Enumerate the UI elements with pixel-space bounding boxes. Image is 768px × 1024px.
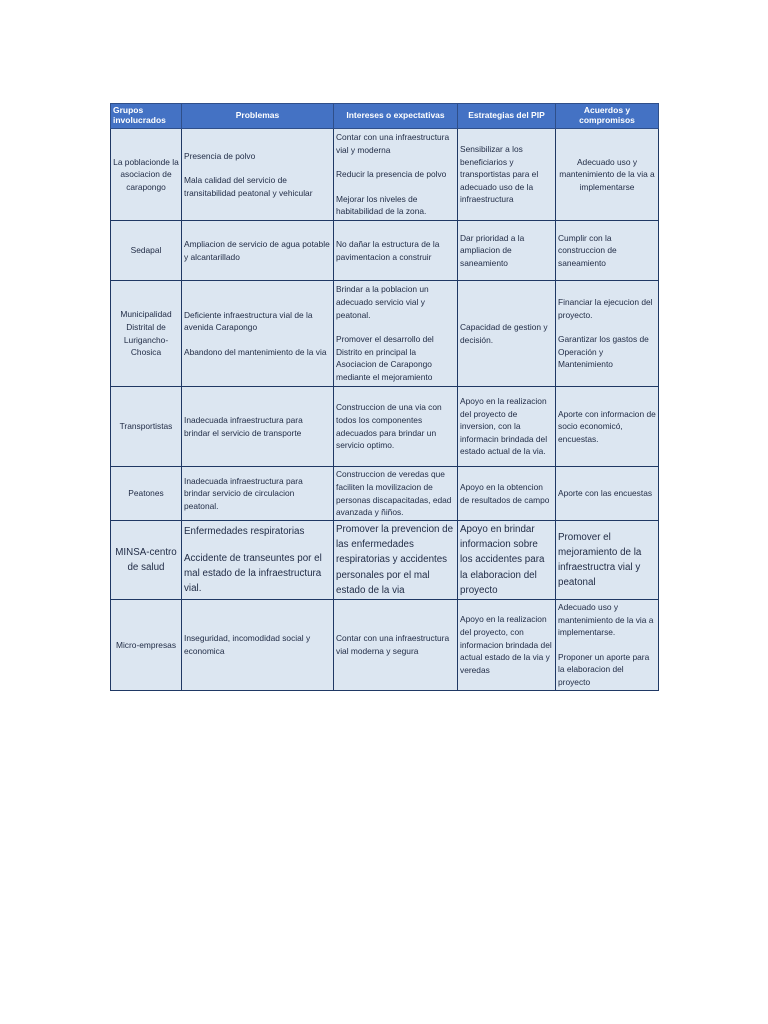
cell-acuerdos: [556, 129, 659, 221]
cell-grupo: [111, 467, 182, 521]
cell-text: Financiar la ejecucion del proyecto.: [558, 297, 653, 320]
cell-text: Mejorar los niveles de habitabilidad de la zona.: [336, 193, 427, 217]
cell-text: Inadecuada infraestructura para brindar servicio de circulacion peatonal.: [184, 475, 303, 511]
cell-acuerdos: [556, 281, 659, 387]
cell-problemas: [182, 281, 334, 387]
cell-estrategias: [458, 600, 556, 691]
cell-estrategias: [458, 129, 556, 221]
cell-intereses: [334, 467, 458, 521]
header-estrategias: Estrategias del PIP: [458, 104, 556, 129]
cell-text: La poblacionde la asociacion de carapongo: [113, 156, 179, 192]
table-row: [111, 129, 659, 221]
cell-text: Construccion de veredas que faciliten la movilizacion de personas discapacitadas, edad avanzada y ñiños.: [336, 469, 452, 518]
cell-text: Adecuado uso y mantenimiento de la via a implementarse: [559, 156, 655, 192]
table-row: [111, 467, 659, 521]
cell-grupo: [111, 221, 182, 281]
header-grupos: Grupos involucrados: [111, 104, 182, 129]
cell-text: Transportistas: [119, 421, 173, 432]
cell-acuerdos: [556, 521, 659, 600]
cell-text: Micro-empresas: [115, 639, 177, 650]
cell-text: Accidente de transeuntes por el mal estado de la infraestructura vial.: [184, 552, 322, 595]
table-row: [111, 521, 659, 600]
table-row: [111, 387, 659, 467]
cell-text: Sedapal: [130, 245, 162, 256]
cell-text: Contar con una infraestructura vial y moderna: [336, 132, 450, 155]
cell-estrategias: [458, 221, 556, 281]
cell-text: Garantizar los gastos de Operación y Mantenimiento: [558, 334, 649, 370]
cell-grupo: [111, 129, 182, 221]
cell-text: No dañar la estructura de la pavimentacion a construir: [336, 238, 440, 262]
cell-text: Peatones: [128, 488, 164, 499]
cell-acuerdos: [556, 221, 659, 281]
cell-problemas: [182, 467, 334, 521]
cell-text: Capacidad de gestion y decisión.: [460, 321, 548, 345]
cell-text: Apoyo en la obtencion de resultados de campo: [460, 481, 550, 505]
cell-problemas: [182, 387, 334, 467]
table-header-row: [111, 104, 659, 129]
cell-text: Promover el desarrollo del Distrito en principal la Asociacion de Carapongo mediante el mejoramiento: [336, 334, 434, 382]
cell-grupo: [111, 281, 182, 387]
table-row: [111, 600, 659, 691]
cell-text: Apoyo en brindar informacion sobre los accidentes para la elaboracion del proyecto: [460, 524, 545, 596]
cell-text: Deficiente infraestructura vial de la avenida Carapongo: [184, 309, 313, 333]
table-row: [111, 281, 659, 387]
cell-problemas: [182, 129, 334, 221]
cell-grupo: [111, 387, 182, 467]
cell-text: Apoyo en la realizacion del proyecto, con informacion brindada del actual estado de la via y veredas: [460, 614, 552, 675]
cell-text: Sensibilizar a los beneficiarios y transportistas para el adecuado uso de la infraestructura: [460, 144, 539, 205]
cell-grupo: [111, 521, 182, 600]
cell-estrategias: [458, 467, 556, 521]
cell-problemas: [182, 221, 334, 281]
cell-text: Adecuado uso y mantenimiento de la via a implementarse.: [558, 602, 654, 638]
cell-text: Contar con una infraestructura vial moderna y segura: [336, 633, 450, 656]
cell-text: Ampliacion de servicio de agua potable y alcantarillado: [184, 238, 330, 262]
cell-text: Proponer un aporte para la elaboracion del proyecto: [558, 651, 650, 687]
cell-problemas: [182, 521, 334, 600]
cell-text: MINSA-centro de salud: [115, 546, 177, 573]
cell-text: Reducir la presencia de polvo: [336, 169, 447, 180]
cell-problemas: [182, 600, 334, 691]
cell-text: Apoyo en la realizacion del proyecto de inversion, con la informacin brindada del estado actual de la via.: [460, 396, 548, 457]
cell-text: Aporte con informacion de socio economicó, encuestas.: [558, 408, 656, 444]
cell-text: Construccion de una via con todos los componentes adecuados para brindar un servicio optimo.: [336, 402, 442, 451]
cell-text: Municipalidad Distrital de Lurigancho-Chosica: [120, 309, 172, 358]
cell-text: Dar prioridad a la ampliacion de saneamiento: [460, 232, 525, 268]
table-row: [111, 221, 659, 281]
cell-text: Inadecuada infraestructura para brindar el servicio de transporte: [184, 414, 303, 438]
cell-text: Cumplir con la construccion de saneamiento: [558, 232, 617, 268]
header-intereses: Intereses o expectativas: [334, 104, 458, 129]
cell-estrategias: [458, 387, 556, 467]
cell-text: Inseguridad, incomodidad social y economica: [184, 633, 311, 656]
cell-text: Brindar a la poblacion un adecuado servicio vial y peatonal.: [336, 284, 429, 320]
cell-text: Presencia de polvo: [184, 150, 256, 161]
cell-intereses: [334, 221, 458, 281]
cell-grupo: [111, 600, 182, 691]
stakeholder-matrix-table: [110, 103, 659, 691]
cell-acuerdos: [556, 600, 659, 691]
cell-acuerdos: [556, 387, 659, 467]
cell-estrategias: [458, 521, 556, 600]
cell-intereses: [334, 600, 458, 691]
cell-intereses: [334, 521, 458, 600]
cell-text: Abandono del mantenimiento de la via: [184, 346, 327, 357]
cell-text: Promover el mejoramiento de la infraestructra vial y peatonal: [558, 531, 642, 589]
header-acuerdos: Acuerdos y compromisos: [556, 104, 659, 129]
cell-intereses: [334, 129, 458, 221]
cell-intereses: [334, 387, 458, 467]
header-problemas: Problemas: [182, 104, 334, 129]
cell-intereses: [334, 281, 458, 387]
cell-text: Mala calidad del servicio de transitabilidad peatonal y vehicular: [184, 175, 313, 198]
cell-text: Aporte con las encuestas: [558, 488, 653, 499]
cell-acuerdos: [556, 467, 659, 521]
cell-estrategias: [458, 281, 556, 387]
cell-text: Enfermedades respiratorias: [184, 525, 305, 537]
cell-text: Promover la prevencion de las enfermedades respiratorias y accidentes personales por el mal estado de la via: [336, 524, 454, 596]
